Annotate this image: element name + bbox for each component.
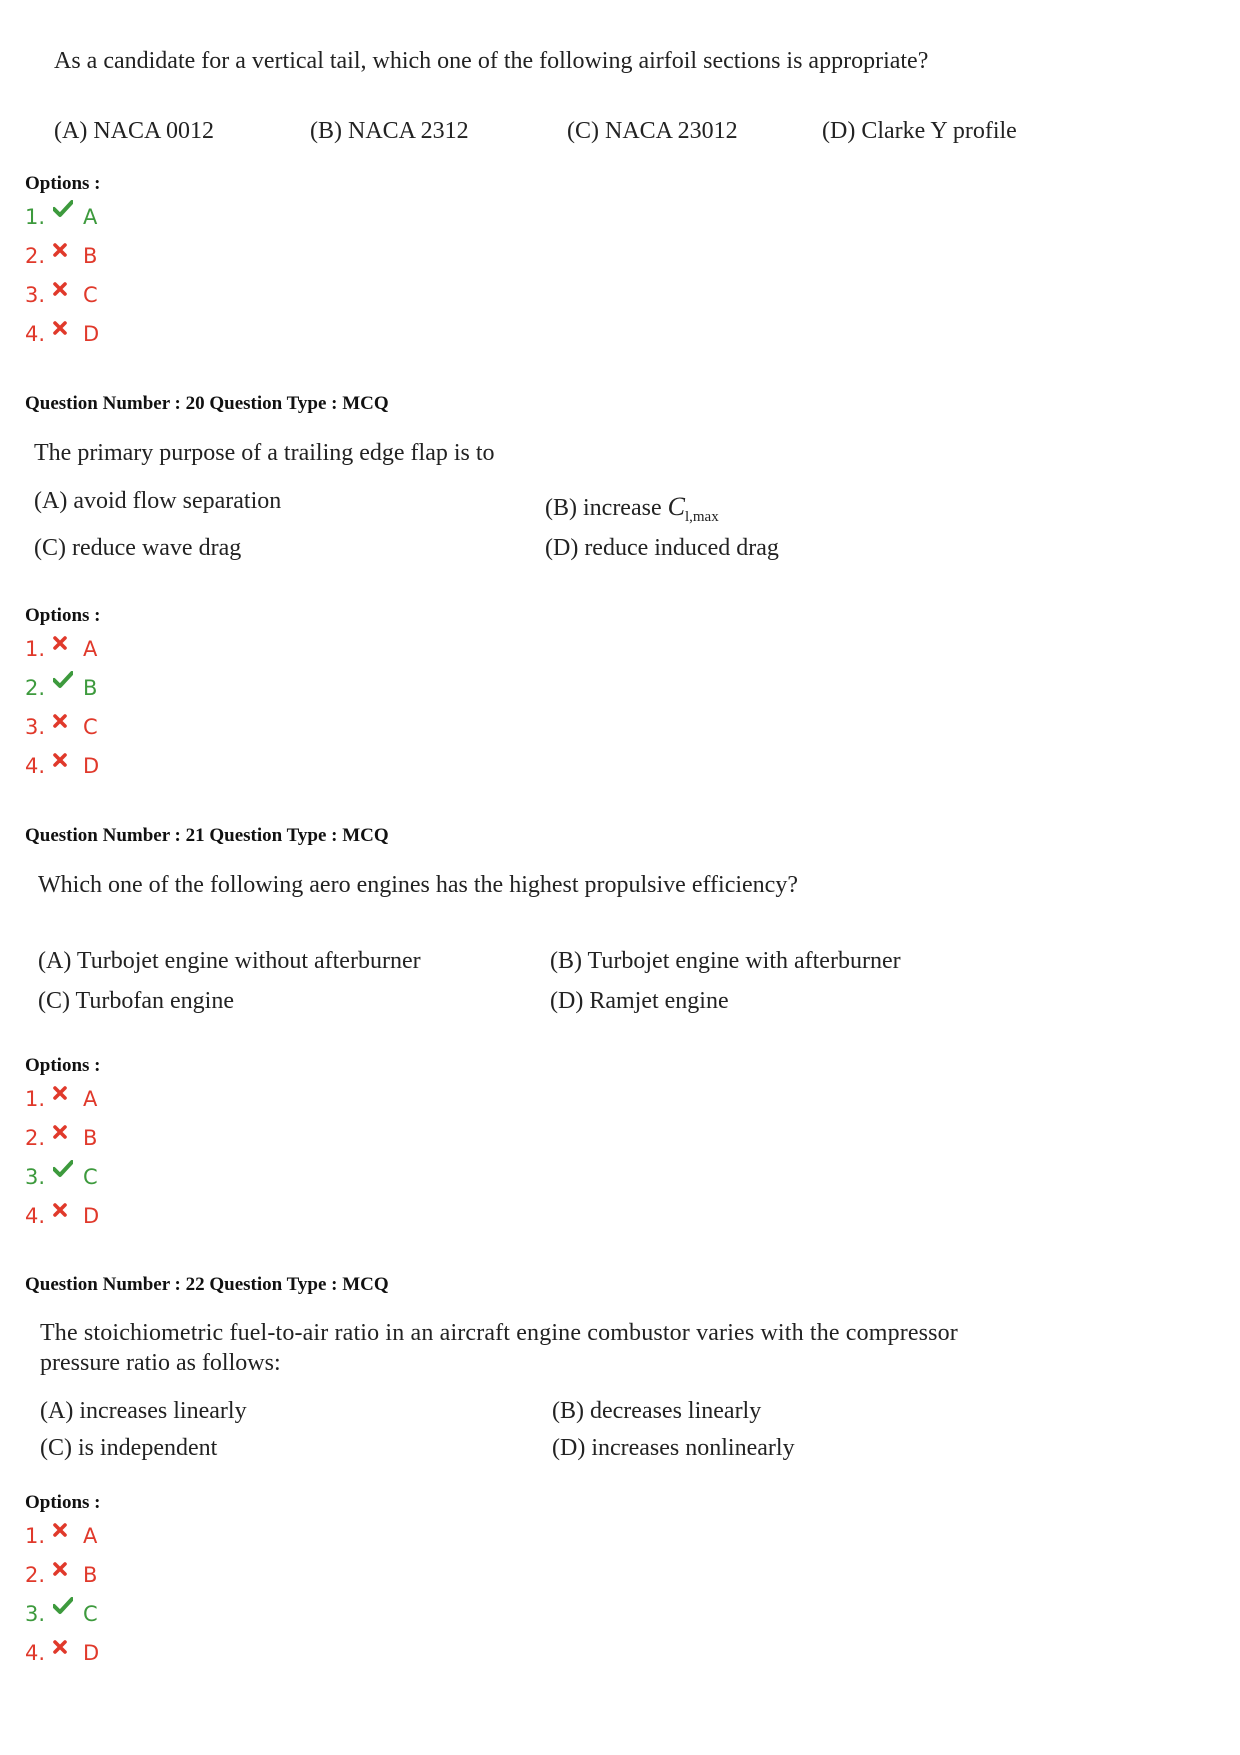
choice-c: (C) is independent: [40, 1435, 218, 1461]
option-letter: C: [83, 1602, 98, 1626]
choice-d: (D) increases nonlinearly: [552, 1435, 795, 1461]
option-letter: C: [83, 283, 98, 307]
option-letter: C: [83, 715, 98, 739]
choice-d: (D) Clarke Y profile: [822, 118, 1017, 144]
cross-icon: [53, 748, 83, 776]
options-label: Options :: [25, 605, 101, 626]
cross-icon: [53, 1557, 83, 1585]
cross-icon: [53, 709, 83, 737]
option-number: 2.: [25, 676, 46, 700]
option-row: [25, 674, 97, 702]
option-letter: B: [83, 244, 98, 268]
option-letter: B: [83, 676, 98, 700]
option-row: [25, 1639, 99, 1667]
choice-c: (C) Turbofan engine: [38, 988, 234, 1014]
option-row: [25, 1600, 98, 1628]
check-icon: [53, 1159, 83, 1187]
option-row: [25, 1202, 99, 1230]
option-letter: A: [83, 1524, 98, 1548]
option-letter: B: [83, 1126, 98, 1150]
check-icon: [53, 670, 83, 698]
question-header: Question Number : 22 Question Type : MCQ: [25, 1274, 389, 1295]
option-row: [25, 281, 98, 309]
option-letter: C: [83, 1165, 98, 1189]
option-number: 2.: [25, 1563, 46, 1587]
choice-a: (A) increases linearly: [40, 1398, 247, 1424]
check-icon: [53, 199, 83, 227]
cross-icon: [53, 1518, 83, 1546]
cross-icon: [53, 277, 83, 305]
option-letter: B: [83, 1563, 98, 1587]
options-label: Options :: [25, 1055, 101, 1076]
question-header: Question Number : 20 Question Type : MCQ: [25, 393, 389, 414]
choice-b: (B) decreases linearly: [552, 1398, 762, 1424]
cross-icon: [53, 316, 83, 344]
choice-b: (B) Turbojet engine with afterburner: [550, 948, 901, 974]
cross-icon: [53, 1120, 83, 1148]
option-number: 1.: [25, 1524, 46, 1548]
option-row: [25, 320, 99, 348]
option-row: [25, 1522, 97, 1550]
option-number: 3.: [25, 283, 46, 307]
option-number: 4.: [25, 1204, 46, 1228]
choice-b: (B) NACA 2312: [310, 118, 469, 144]
option-letter: A: [83, 205, 98, 229]
choice-c: (C) reduce wave drag: [34, 535, 242, 561]
math-subscript: l,max: [684, 509, 719, 525]
question-text: Which one of the following aero engines has the highest propulsive efficiency?: [38, 872, 798, 898]
question-text: The primary purpose of a trailing edge flap is to: [34, 440, 495, 466]
option-number: 1.: [25, 205, 46, 229]
choice-d: (D) Ramjet engine: [550, 988, 729, 1014]
choice-c: (C) NACA 23012: [567, 118, 738, 144]
option-number: 4.: [25, 322, 46, 346]
cross-icon: [53, 1081, 83, 1109]
choice-a: (A) Turbojet engine without afterburner: [38, 948, 421, 974]
option-letter: D: [83, 322, 100, 346]
option-number: 3.: [25, 715, 46, 739]
cross-icon: [53, 1198, 83, 1226]
option-letter: D: [83, 754, 100, 778]
choice-d: (D) reduce induced drag: [545, 535, 779, 561]
cross-icon: [53, 1635, 83, 1663]
option-row: [25, 635, 97, 663]
option-number: 4.: [25, 754, 46, 778]
choice-b: [545, 492, 719, 525]
option-number: 2.: [25, 1126, 46, 1150]
question-header: Question Number : 21 Question Type : MCQ: [25, 825, 389, 846]
question-text: As a candidate for a vertical tail, which one of the following airfoil sections is appropriate?: [54, 48, 929, 74]
option-number: 1.: [25, 637, 46, 661]
choice-a: (A) avoid flow separation: [34, 488, 282, 514]
options-label: Options :: [25, 173, 101, 194]
option-number: 3.: [25, 1165, 46, 1189]
check-icon: [53, 1596, 83, 1624]
option-row: [25, 1085, 97, 1113]
question-text-line1: The stoichiometric fuel-to-air ratio in an aircraft engine combustor varies with the compressor: [40, 1320, 958, 1346]
option-letter: A: [83, 637, 98, 661]
option-number: 1.: [25, 1087, 46, 1111]
option-row: [25, 1561, 97, 1589]
cross-icon: [53, 238, 83, 266]
option-row: [25, 752, 99, 780]
option-number: 3.: [25, 1602, 46, 1626]
options-label: Options :: [25, 1492, 101, 1513]
choice-a: (A) NACA 0012: [54, 118, 214, 144]
question-text-line2: pressure ratio as follows:: [40, 1350, 281, 1376]
option-row: [25, 1163, 98, 1191]
option-letter: D: [83, 1641, 100, 1665]
option-number: 2.: [25, 244, 46, 268]
option-row: [25, 713, 98, 741]
option-number: 4.: [25, 1641, 46, 1665]
choice-b-prefix: (B) increase: [545, 495, 662, 521]
option-row: [25, 203, 97, 231]
option-row: [25, 1124, 97, 1152]
option-letter: D: [83, 1204, 100, 1228]
option-letter: A: [83, 1087, 98, 1111]
math-symbol: C: [667, 492, 685, 521]
cross-icon: [53, 631, 83, 659]
option-row: [25, 242, 97, 270]
